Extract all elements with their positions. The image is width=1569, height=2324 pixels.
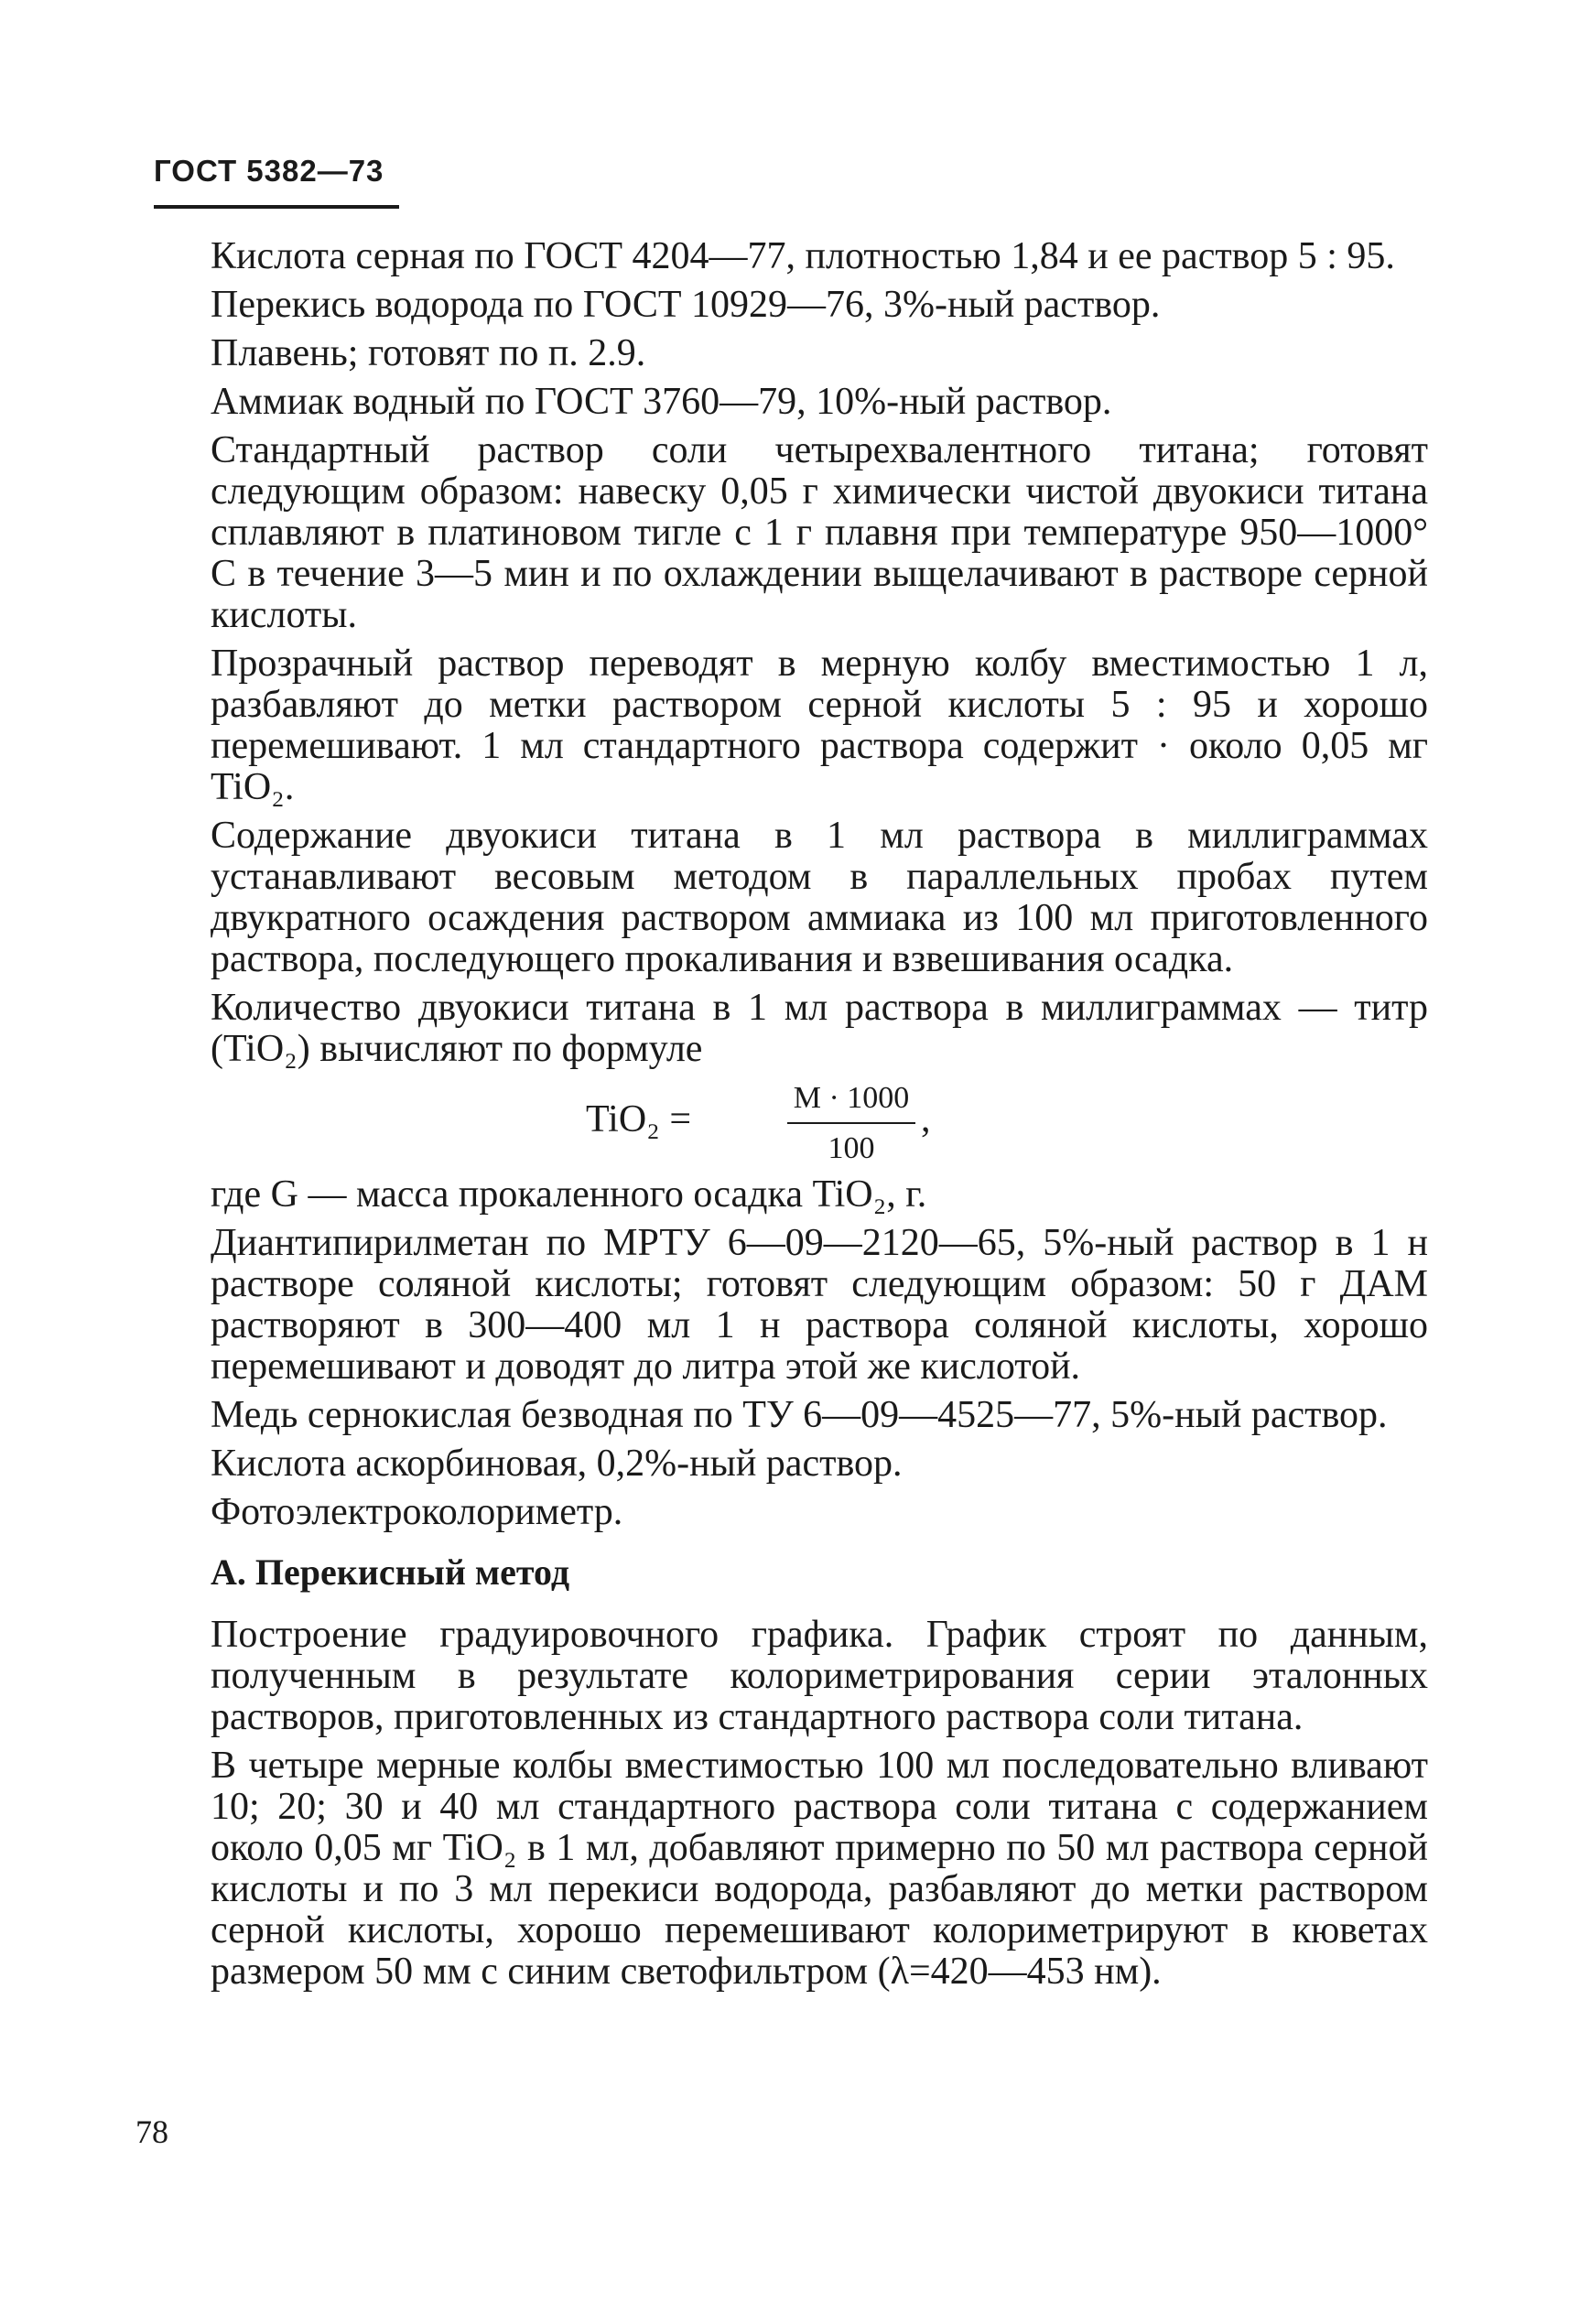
paragraph: где G — масса прокаленного осадка TiO₂, г. xyxy=(211,1173,927,1216)
paragraph: Аммиак водный по ГОСТ 3760—79, 10%-ный раствор. xyxy=(211,381,1112,423)
paragraph: Кислота аскорбиновая, 0,2%-ный раствор. xyxy=(211,1443,903,1485)
paragraph: Кислота серная по ГОСТ 4204—77, плотностью 1,84 и ее раствор 5 : 95. xyxy=(211,235,1395,277)
formula-lhs: TiO₂ = xyxy=(586,1098,692,1140)
paragraph: Стандартный раствор соли четырехвалентного титана; готовят следующим образом: навеску 0,05 г химически чистой двуокиси титана сплавляют в платиновом тигле с 1 г плавня при температуре 950—1000° С в течение 3—5 мин и по охлаждении выщелачивают в растворе серной кислоты. xyxy=(211,429,1428,636)
section-title: А. Перекисный метод xyxy=(211,1551,570,1593)
header-rule xyxy=(154,205,399,209)
formula-fraction xyxy=(787,1077,915,1169)
paragraph: Плавень; готовят по п. 2.9. xyxy=(211,332,646,374)
paragraph: Построение градуировочного графика. График строят по данным, полученным в результате колориметрирования серии эталонных растворов, приготовленных из стандартного раствора соли титана. xyxy=(211,1614,1428,1738)
page-number: 78 xyxy=(135,2113,168,2150)
paragraph: Прозрачный раствор переводят в мерную колбу вместимостью 1 л, разбавляют до метки раствором серной кислоты 5 : 95 и хорошо перемешивают. 1 мл стандартного раствора содержит · около 0,05 мг TiO₂. xyxy=(211,643,1428,808)
formula-trailing: , xyxy=(921,1098,931,1140)
paragraph: Фотоэлектроколориметр. xyxy=(211,1491,623,1533)
paragraph: В четыре мерные колбы вместимостью 100 мл последовательно вливают 10; 20; 30 и 40 мл стандартного раствора соли титана с содержанием около 0,05 мг TiO₂ в 1 мл, добавляют примерно по 50 мл раствора серной кислоты и по 3 мл перекиси водорода, разбавляют до метки раствором серной кислоты, хорошо перемешивают колориметрируют в кюветах размером 50 мм с синим светофильтром (λ=420—453 нм). xyxy=(211,1745,1428,1993)
titer-formula xyxy=(211,1077,1428,1165)
paragraph: Количество двуокиси титана в 1 мл раствора в миллиграммах — титр (TiO₂) вычисляют по формуле xyxy=(211,987,1428,1070)
paragraph: Медь сернокислая безводная по ТУ 6—09—4525—77, 5%-ный раствор. xyxy=(211,1394,1388,1436)
paragraph: Содержание двуокиси титана в 1 мл раствора в миллиграммах устанавливают весовым методом в параллельных пробах путем двукратного осаждения раствором аммиака из 100 мл приготовленного раствора, последующего прокаливания и взвешивания осадка. xyxy=(211,815,1428,980)
document-header: ГОСТ 5382—73 xyxy=(154,154,384,188)
formula-denominator: 100 xyxy=(828,1131,875,1165)
page-body xyxy=(211,236,1428,2000)
paragraph: Диантипирилметан по МРТУ 6—09—2120—65, 5%-ный раствор в 1 н растворе соляной кислоты; готовят следующим образом: 50 г ДАМ растворяют в 300—400 мл 1 н раствора соляной кислоты, хорошо перемешивают и доводят до литра этой же кислотой. xyxy=(211,1222,1428,1388)
formula-numerator: M · 1000 xyxy=(787,1077,915,1124)
paragraph: Перекись водорода по ГОСТ 10929—76, 3%-ный раствор. xyxy=(211,284,1161,326)
